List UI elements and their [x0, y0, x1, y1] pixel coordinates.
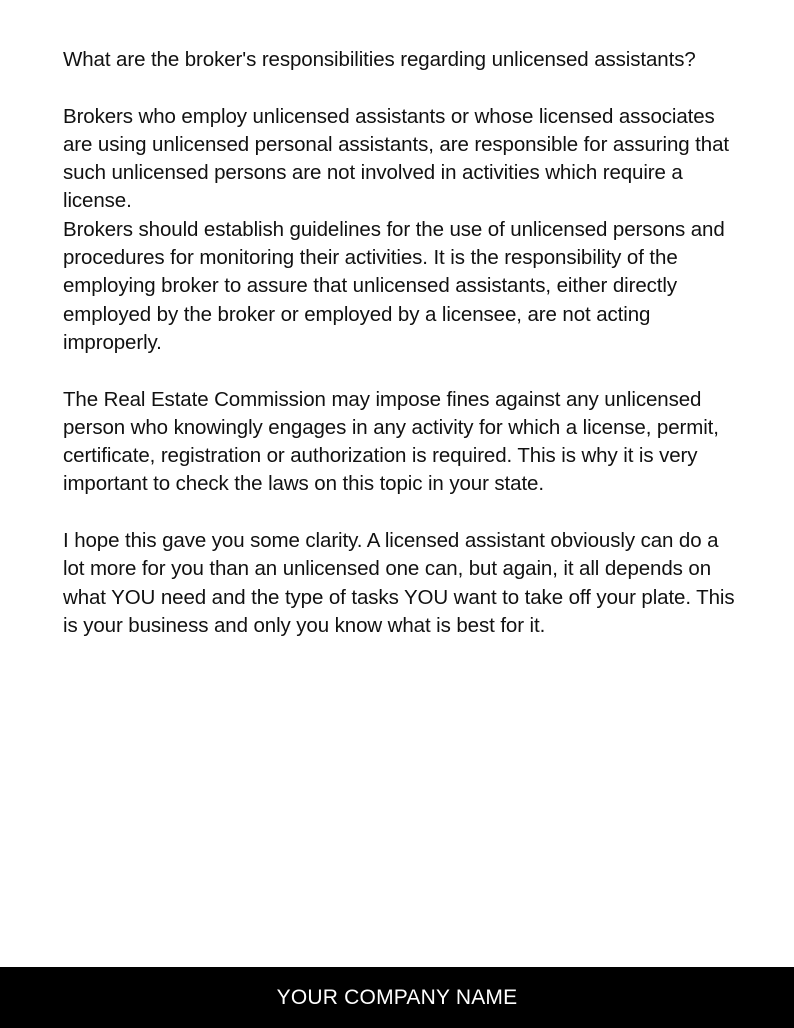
paragraph-commission-fines: The Real Estate Commission may impose fines against any unlicensed person who knowingly engages in any activity for which a license, permit, certificate, registration or authorization is required. This is why it is very important to check the laws on this topic in your state.: [63, 387, 719, 496]
paragraph-broker-responsibility: Brokers who employ unlicensed assistants or whose licensed associates are using unlicensed personal assistants, are responsible for assuring that such unlicensed persons are not involved in activities which require a license.: [63, 104, 729, 213]
paragraph-closing: I hope this gave you some clarity. A licensed assistant obviously can do a lot more for you than an unlicensed one can, but again, it all depends on what YOU need and the type of tasks YOU want to take off your plate. This is your business and only you know what is best for it.: [63, 529, 735, 637]
paragraph-spacer: [63, 74, 743, 102]
paragraph-guidelines: Brokers should establish guidelines for the use of unlicensed persons and procedures for monitoring their activities. It is the responsibility of the employing broker to assure that unlicensed assistants, either directly employed by the broker or employed by a licensee, are not acting improperly.: [63, 217, 725, 354]
paragraph-spacer: [63, 499, 743, 527]
document-body: [63, 46, 743, 640]
question-heading: What are the broker's responsibilities regarding unlicensed assistants?: [63, 48, 696, 71]
footer-bar: [0, 967, 794, 1028]
company-name: YOUR COMPANY NAME: [276, 985, 518, 1009]
paragraph-spacer: [63, 357, 743, 385]
